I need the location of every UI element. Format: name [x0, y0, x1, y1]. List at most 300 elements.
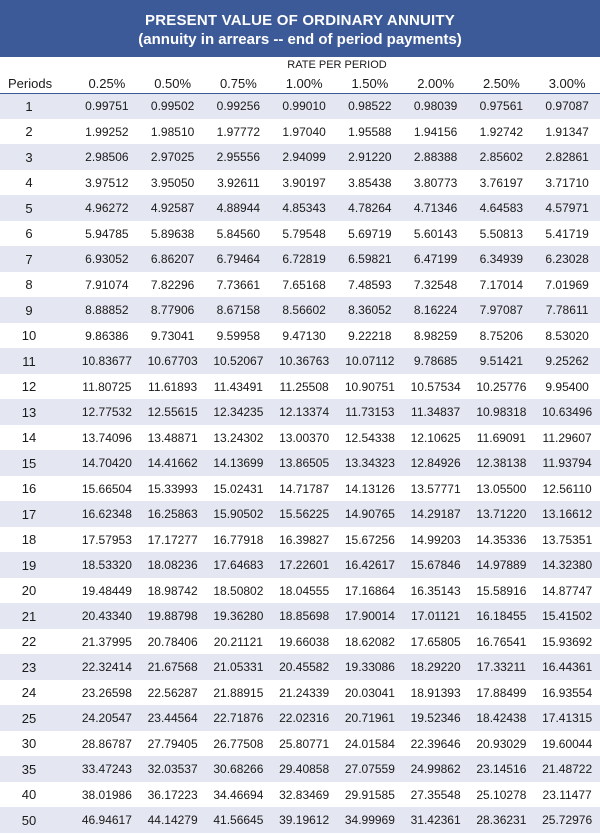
value-cell: 18.62082 [337, 629, 403, 655]
value-cell: 2.88388 [403, 145, 469, 171]
value-cell: 13.48871 [140, 425, 206, 451]
value-cell: 5.50813 [469, 221, 535, 247]
value-cell: 19.52346 [403, 706, 469, 732]
value-cell: 9.95400 [534, 374, 600, 400]
value-cell: 27.79405 [140, 731, 206, 757]
table-row [0, 400, 600, 426]
value-cell: 12.13374 [271, 400, 337, 426]
value-cell: 17.57953 [74, 527, 140, 553]
value-cell: 1.92742 [469, 119, 535, 145]
value-cell: 14.90765 [337, 502, 403, 528]
value-cell: 7.65168 [271, 272, 337, 298]
value-cell: 28.86787 [74, 731, 140, 757]
table-row [0, 757, 600, 783]
period-cell: 7 [0, 247, 74, 273]
value-cell: 0.98039 [403, 94, 469, 120]
value-cell: 2.82861 [534, 145, 600, 171]
value-cell: 4.57971 [534, 196, 600, 222]
value-cell: 11.43491 [206, 374, 272, 400]
value-cell: 15.67846 [403, 553, 469, 579]
table-row [0, 425, 600, 451]
value-cell: 5.69719 [337, 221, 403, 247]
value-cell: 10.98318 [469, 400, 535, 426]
value-cell: 19.88798 [140, 604, 206, 630]
value-cell: 22.02316 [271, 706, 337, 732]
value-cell: 24.99862 [403, 757, 469, 783]
value-cell: 11.80725 [74, 374, 140, 400]
value-cell: 16.42617 [337, 553, 403, 579]
value-cell: 6.72819 [271, 247, 337, 273]
value-cell: 18.91393 [403, 680, 469, 706]
table-row [0, 476, 600, 502]
period-cell: 25 [0, 706, 74, 732]
table-row [0, 782, 600, 808]
value-cell: 32.83469 [271, 782, 337, 808]
period-cell: 22 [0, 629, 74, 655]
value-cell: 15.90502 [206, 502, 272, 528]
value-cell: 13.75351 [534, 527, 600, 553]
value-cell: 8.16224 [403, 298, 469, 324]
value-cell: 14.13126 [337, 476, 403, 502]
value-cell: 0.97561 [469, 94, 535, 120]
value-cell: 29.40858 [271, 757, 337, 783]
value-cell: 0.99502 [140, 94, 206, 120]
value-cell: 5.84560 [206, 221, 272, 247]
value-cell: 4.85343 [271, 196, 337, 222]
value-cell: 15.41502 [534, 604, 600, 630]
value-cell: 24.01584 [337, 731, 403, 757]
value-cell: 22.39646 [403, 731, 469, 757]
value-cell: 17.64683 [206, 553, 272, 579]
value-cell: 4.64583 [469, 196, 535, 222]
value-cell: 34.46694 [206, 782, 272, 808]
value-cell: 3.85438 [337, 170, 403, 196]
value-cell: 31.42361 [403, 808, 469, 834]
value-cell: 1.99252 [74, 119, 140, 145]
value-cell: 12.77532 [74, 400, 140, 426]
table-row [0, 553, 600, 579]
value-cell: 16.25863 [140, 502, 206, 528]
value-cell: 4.92587 [140, 196, 206, 222]
value-cell: 10.83677 [74, 349, 140, 375]
rate-header: 3.00% [534, 73, 600, 94]
value-cell: 0.99751 [74, 94, 140, 120]
value-cell: 17.22601 [271, 553, 337, 579]
value-cell: 8.75206 [469, 323, 535, 349]
value-cell: 18.42438 [469, 706, 535, 732]
table-row [0, 196, 600, 222]
value-cell: 6.86207 [140, 247, 206, 273]
period-cell: 18 [0, 527, 74, 553]
value-cell: 3.95050 [140, 170, 206, 196]
value-cell: 7.17014 [469, 272, 535, 298]
table-row [0, 629, 600, 655]
value-cell: 4.78264 [337, 196, 403, 222]
value-cell: 3.76197 [469, 170, 535, 196]
value-cell: 24.20547 [74, 706, 140, 732]
value-cell: 41.56645 [206, 808, 272, 834]
period-cell: 15 [0, 451, 74, 477]
value-cell: 23.44564 [140, 706, 206, 732]
table-row [0, 247, 600, 273]
value-cell: 15.02431 [206, 476, 272, 502]
value-cell: 13.86505 [271, 451, 337, 477]
value-cell: 20.93029 [469, 731, 535, 757]
value-cell: 12.10625 [403, 425, 469, 451]
value-cell: 2.97025 [140, 145, 206, 171]
value-cell: 44.14279 [140, 808, 206, 834]
value-cell: 39.19612 [271, 808, 337, 834]
value-cell: 12.56110 [534, 476, 600, 502]
value-cell: 18.53320 [74, 553, 140, 579]
value-cell: 9.47130 [271, 323, 337, 349]
value-cell: 12.55615 [140, 400, 206, 426]
value-cell: 29.91585 [337, 782, 403, 808]
value-cell: 6.59821 [337, 247, 403, 273]
value-cell: 2.94099 [271, 145, 337, 171]
rate-header: 1.50% [337, 73, 403, 94]
value-cell: 10.57534 [403, 374, 469, 400]
value-cell: 14.29187 [403, 502, 469, 528]
period-cell: 5 [0, 196, 74, 222]
value-cell: 26.77508 [206, 731, 272, 757]
value-cell: 5.89638 [140, 221, 206, 247]
value-cell: 4.71346 [403, 196, 469, 222]
table-row [0, 527, 600, 553]
value-cell: 15.67256 [337, 527, 403, 553]
value-cell: 16.18455 [469, 604, 535, 630]
period-cell: 50 [0, 808, 74, 834]
rate-header: 0.25% [74, 73, 140, 94]
value-cell: 14.97889 [469, 553, 535, 579]
value-cell: 1.95588 [337, 119, 403, 145]
value-cell: 11.93794 [534, 451, 600, 477]
value-cell: 23.14516 [469, 757, 535, 783]
value-cell: 11.25508 [271, 374, 337, 400]
value-cell: 14.71787 [271, 476, 337, 502]
value-cell: 13.34323 [337, 451, 403, 477]
value-cell: 3.97512 [74, 170, 140, 196]
table-row [0, 298, 600, 324]
value-cell: 2.91220 [337, 145, 403, 171]
value-cell: 20.21121 [206, 629, 272, 655]
value-cell: 13.74096 [74, 425, 140, 451]
value-cell: 21.37995 [74, 629, 140, 655]
rate-header: 0.50% [140, 73, 206, 94]
value-cell: 10.67703 [140, 349, 206, 375]
value-cell: 8.36052 [337, 298, 403, 324]
table-row [0, 119, 600, 145]
value-cell: 7.32548 [403, 272, 469, 298]
period-cell: 8 [0, 272, 74, 298]
value-cell: 7.82296 [140, 272, 206, 298]
value-cell: 28.36231 [469, 808, 535, 834]
table-row [0, 706, 600, 732]
value-cell: 2.98506 [74, 145, 140, 171]
value-cell: 7.73661 [206, 272, 272, 298]
value-cell: 4.88944 [206, 196, 272, 222]
value-cell: 13.24302 [206, 425, 272, 451]
value-cell: 9.25262 [534, 349, 600, 375]
value-cell: 16.93554 [534, 680, 600, 706]
period-cell: 14 [0, 425, 74, 451]
table-row [0, 170, 600, 196]
value-cell: 6.34939 [469, 247, 535, 273]
value-cell: 38.01986 [74, 782, 140, 808]
value-cell: 11.29607 [534, 425, 600, 451]
value-cell: 2.85602 [469, 145, 535, 171]
page-subtitle: (annuity in arrears -- end of period payments) [138, 30, 462, 48]
value-cell: 1.94156 [403, 119, 469, 145]
value-cell: 5.94785 [74, 221, 140, 247]
value-cell: 10.63496 [534, 400, 600, 426]
rate-header: 2.00% [403, 73, 469, 94]
value-cell: 15.93692 [534, 629, 600, 655]
value-cell: 8.53020 [534, 323, 600, 349]
value-cell: 7.78611 [534, 298, 600, 324]
table-row [0, 808, 600, 834]
rate-header: 0.75% [206, 73, 272, 94]
value-cell: 10.07112 [337, 349, 403, 375]
value-cell: 15.58916 [469, 578, 535, 604]
period-cell: 20 [0, 578, 74, 604]
value-cell: 17.90014 [337, 604, 403, 630]
value-cell: 14.70420 [74, 451, 140, 477]
table-header [0, 73, 600, 94]
value-cell: 9.51421 [469, 349, 535, 375]
table-row [0, 323, 600, 349]
value-cell: 14.35336 [469, 527, 535, 553]
value-cell: 1.91347 [534, 119, 600, 145]
value-cell: 10.90751 [337, 374, 403, 400]
value-cell: 21.67568 [140, 655, 206, 681]
value-cell: 11.61893 [140, 374, 206, 400]
value-cell: 8.88852 [74, 298, 140, 324]
value-cell: 16.62348 [74, 502, 140, 528]
value-cell: 8.98259 [403, 323, 469, 349]
period-cell: 6 [0, 221, 74, 247]
table-row [0, 502, 600, 528]
value-cell: 19.66038 [271, 629, 337, 655]
value-cell: 11.34837 [403, 400, 469, 426]
period-cell: 4 [0, 170, 74, 196]
value-cell: 6.47199 [403, 247, 469, 273]
value-cell: 12.34235 [206, 400, 272, 426]
value-cell: 21.48722 [534, 757, 600, 783]
value-cell: 15.33993 [140, 476, 206, 502]
table-row [0, 374, 600, 400]
value-cell: 0.98522 [337, 94, 403, 120]
period-cell: 23 [0, 655, 74, 681]
value-cell: 9.22218 [337, 323, 403, 349]
value-cell: 4.96272 [74, 196, 140, 222]
value-cell: 14.32380 [534, 553, 600, 579]
value-cell: 18.85698 [271, 604, 337, 630]
table-row [0, 145, 600, 171]
value-cell: 5.60143 [403, 221, 469, 247]
period-cell: 1 [0, 94, 74, 120]
periods-header: Periods [0, 73, 74, 94]
value-cell: 3.90197 [271, 170, 337, 196]
value-cell: 25.10278 [469, 782, 535, 808]
value-cell: 9.59958 [206, 323, 272, 349]
value-cell: 18.04555 [271, 578, 337, 604]
value-cell: 12.54338 [337, 425, 403, 451]
value-cell: 20.03041 [337, 680, 403, 706]
value-cell: 17.16864 [337, 578, 403, 604]
value-cell: 9.78685 [403, 349, 469, 375]
value-cell: 10.25776 [469, 374, 535, 400]
value-cell: 27.35548 [403, 782, 469, 808]
value-cell: 2.95556 [206, 145, 272, 171]
table-row [0, 349, 600, 375]
value-cell: 14.87747 [534, 578, 600, 604]
period-cell: 9 [0, 298, 74, 324]
page-title: PRESENT VALUE OF ORDINARY ANNUITY [145, 11, 455, 29]
period-cell: 21 [0, 604, 74, 630]
table-row [0, 94, 600, 120]
table-row [0, 221, 600, 247]
value-cell: 14.41662 [140, 451, 206, 477]
period-cell: 12 [0, 374, 74, 400]
value-cell: 6.93052 [74, 247, 140, 273]
value-cell: 1.97040 [271, 119, 337, 145]
value-cell: 7.48593 [337, 272, 403, 298]
value-cell: 19.48449 [74, 578, 140, 604]
value-cell: 23.26598 [74, 680, 140, 706]
table-row [0, 731, 600, 757]
value-cell: 15.66504 [74, 476, 140, 502]
value-cell: 5.41719 [534, 221, 600, 247]
value-cell: 3.80773 [403, 170, 469, 196]
value-cell: 17.17277 [140, 527, 206, 553]
value-cell: 20.43340 [74, 604, 140, 630]
value-cell: 30.68266 [206, 757, 272, 783]
value-cell: 16.76541 [469, 629, 535, 655]
rate-per-period-label: RATE PER PERIOD [287, 59, 387, 71]
table-row [0, 578, 600, 604]
value-cell: 22.32414 [74, 655, 140, 681]
value-cell: 17.88499 [469, 680, 535, 706]
rate-header: 1.00% [271, 73, 337, 94]
value-cell: 17.41315 [534, 706, 600, 732]
value-cell: 33.47243 [74, 757, 140, 783]
value-cell: 9.86386 [74, 323, 140, 349]
value-cell: 21.88915 [206, 680, 272, 706]
title-banner [0, 0, 600, 57]
value-cell: 17.65805 [403, 629, 469, 655]
value-cell: 16.35143 [403, 578, 469, 604]
period-cell: 10 [0, 323, 74, 349]
period-cell: 19 [0, 553, 74, 579]
value-cell: 1.97772 [206, 119, 272, 145]
value-cell: 0.99256 [206, 94, 272, 120]
value-cell: 27.07559 [337, 757, 403, 783]
value-cell: 16.44361 [534, 655, 600, 681]
value-cell: 0.99010 [271, 94, 337, 120]
header-row [0, 73, 600, 94]
value-cell: 16.39827 [271, 527, 337, 553]
value-cell: 6.79464 [206, 247, 272, 273]
table-row [0, 604, 600, 630]
value-cell: 12.38138 [469, 451, 535, 477]
value-cell: 19.33086 [337, 655, 403, 681]
period-cell: 11 [0, 349, 74, 375]
period-cell: 2 [0, 119, 74, 145]
value-cell: 7.91074 [74, 272, 140, 298]
table-row [0, 680, 600, 706]
annuity-table [0, 73, 600, 834]
table-row [0, 272, 600, 298]
value-cell: 21.05331 [206, 655, 272, 681]
value-cell: 21.24339 [271, 680, 337, 706]
value-cell: 16.77918 [206, 527, 272, 553]
value-cell: 18.08236 [140, 553, 206, 579]
period-cell: 3 [0, 145, 74, 171]
value-cell: 19.36280 [206, 604, 272, 630]
value-cell: 8.77906 [140, 298, 206, 324]
period-cell: 24 [0, 680, 74, 706]
value-cell: 22.56287 [140, 680, 206, 706]
value-cell: 12.84926 [403, 451, 469, 477]
value-cell: 18.29220 [403, 655, 469, 681]
value-cell: 3.71710 [534, 170, 600, 196]
value-cell: 7.97087 [469, 298, 535, 324]
value-cell: 13.05500 [469, 476, 535, 502]
table-row [0, 655, 600, 681]
value-cell: 11.69091 [469, 425, 535, 451]
period-cell: 16 [0, 476, 74, 502]
value-cell: 6.23028 [534, 247, 600, 273]
value-cell: 3.92611 [206, 170, 272, 196]
rate-header: 2.50% [469, 73, 535, 94]
period-cell: 13 [0, 400, 74, 426]
value-cell: 20.45582 [271, 655, 337, 681]
period-cell: 40 [0, 782, 74, 808]
value-cell: 17.01121 [403, 604, 469, 630]
value-cell: 18.50802 [206, 578, 272, 604]
table-body [0, 94, 600, 834]
value-cell: 8.56602 [271, 298, 337, 324]
value-cell: 15.56225 [271, 502, 337, 528]
value-cell: 23.11477 [534, 782, 600, 808]
period-cell: 35 [0, 757, 74, 783]
value-cell: 36.17223 [140, 782, 206, 808]
value-cell: 20.78406 [140, 629, 206, 655]
period-cell: 17 [0, 502, 74, 528]
value-cell: 17.33211 [469, 655, 535, 681]
value-cell: 10.36763 [271, 349, 337, 375]
table-row [0, 451, 600, 477]
value-cell: 22.71876 [206, 706, 272, 732]
value-cell: 8.67158 [206, 298, 272, 324]
value-cell: 13.71220 [469, 502, 535, 528]
value-cell: 13.00370 [271, 425, 337, 451]
value-cell: 46.94617 [74, 808, 140, 834]
value-cell: 18.98742 [140, 578, 206, 604]
value-cell: 10.52067 [206, 349, 272, 375]
value-cell: 7.01969 [534, 272, 600, 298]
value-cell: 34.99969 [337, 808, 403, 834]
period-cell: 30 [0, 731, 74, 757]
value-cell: 25.72976 [534, 808, 600, 834]
value-cell: 5.79548 [271, 221, 337, 247]
value-cell: 32.03537 [140, 757, 206, 783]
value-cell: 13.16612 [534, 502, 600, 528]
value-cell: 13.57771 [403, 476, 469, 502]
value-cell: 1.98510 [140, 119, 206, 145]
value-cell: 14.13699 [206, 451, 272, 477]
